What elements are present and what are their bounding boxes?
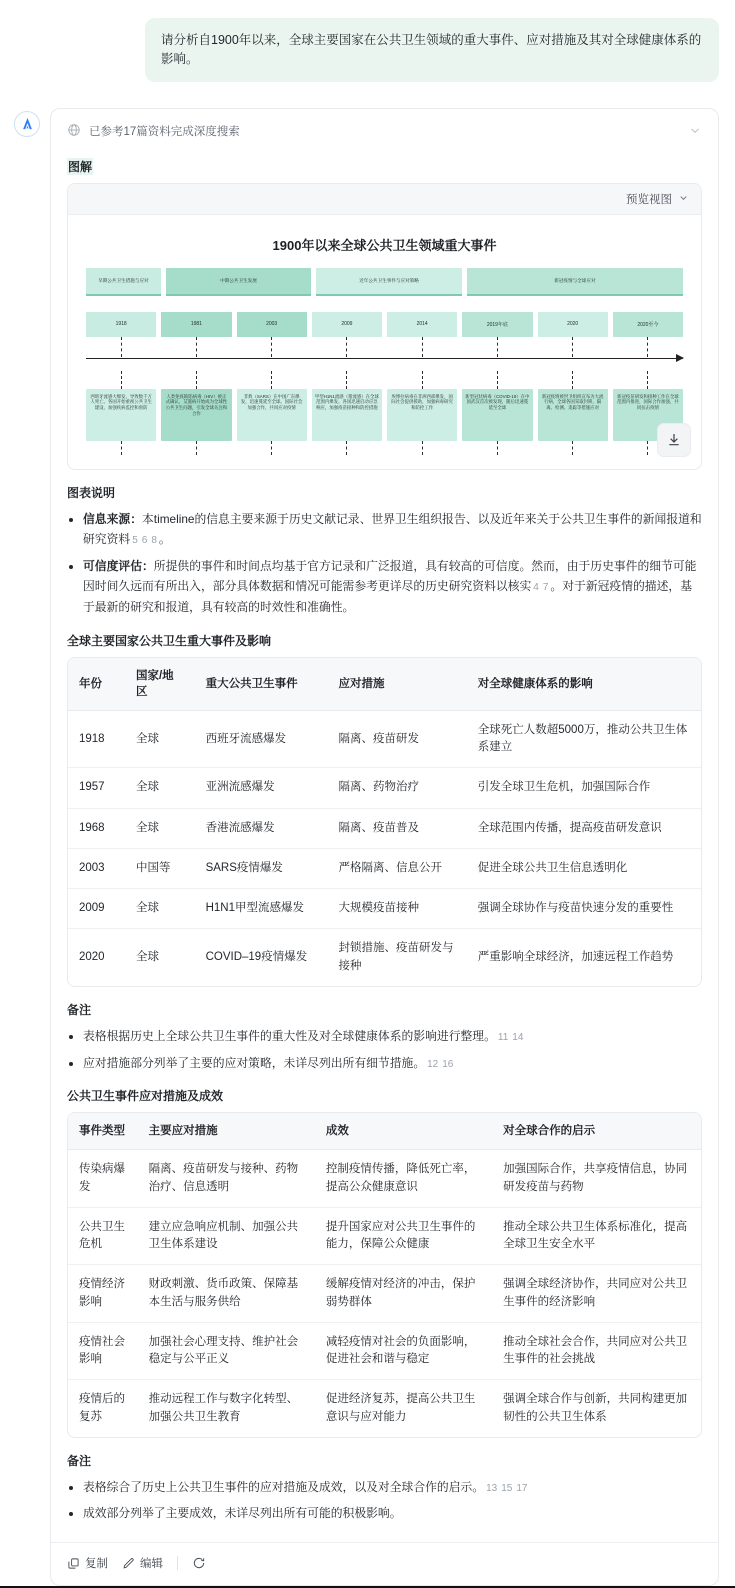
timeline-year-5: 2019年底 (462, 312, 532, 337)
anthropic-logo-icon (20, 116, 35, 131)
table-cell: 大规模疫苗接种 (328, 889, 467, 929)
notes2-heading: 备注 (67, 1453, 92, 1468)
timeline-event-row (78, 389, 691, 441)
table-cell: 1918 (68, 710, 125, 768)
timeline-chart-card (67, 183, 702, 470)
table-row (68, 1150, 701, 1208)
assistant-answer-card (50, 108, 719, 1587)
copy-icon (67, 1557, 80, 1570)
table-cell: 隔离、疫苗研发与接种、药物治疗、信息透明 (138, 1150, 315, 1208)
table-header-cell: 对全球合作的启示 (492, 1113, 701, 1150)
timeline-tick-0 (86, 337, 156, 357)
chart-explain-label: 可信度评估： (83, 558, 154, 573)
chart-explain-heading: 图表说明 (67, 485, 116, 500)
timeline-phase-2: 近年公共卫生事件与应对策略 (316, 268, 462, 296)
citation-ref[interactable]: 15 (501, 1482, 513, 1494)
table-cell: 中国等 (125, 848, 195, 888)
timeline-tick-5 (462, 441, 532, 455)
table-row (68, 768, 701, 808)
table-cell: 强调全球经济协作，共同应对公共卫生事件的经济影响 (492, 1265, 701, 1323)
table-cell: 减轻疫情对社会的负面影响，促进社会和谐与稳定 (315, 1322, 492, 1380)
note-text: 成效部分列举了主要成效，未详尽列出所有可能的积极影响。 (83, 1506, 402, 1521)
table2-heading: 公共卫生事件应对措施及成效 (67, 1089, 224, 1104)
table-cell: 全球范围内传播，提高疫苗研发意识 (467, 808, 701, 848)
table-cell: 强调全球协作与疫苗快速分发的重要性 (467, 889, 701, 929)
timeline-tick-4 (387, 441, 457, 455)
edit-label: 编辑 (140, 1558, 163, 1571)
table-row (68, 1265, 701, 1323)
notes2-list (67, 1477, 702, 1524)
table-cell: 促进全球公共卫生信息透明化 (467, 848, 701, 888)
globe-icon (67, 123, 81, 140)
table-row (68, 1322, 701, 1380)
table-cell: 全球 (125, 768, 195, 808)
toolbar-divider (177, 1556, 178, 1570)
timeline-event-3: 甲型H1N1流感（猪流感）在全球范围内爆发。各国迅速启动应急响应，加强疫苗接种和防控措施 (312, 389, 382, 441)
citation-ref[interactable]: 11 (497, 1031, 509, 1043)
answer-toolbar (51, 1542, 718, 1585)
table-row (68, 889, 701, 929)
timeline-tick-4 (387, 337, 457, 357)
table-cell: 全球 (125, 808, 195, 848)
table-cell: 全球 (125, 889, 195, 929)
timeline-tick-5 (462, 371, 532, 389)
citation-ref[interactable]: 8 (151, 535, 157, 547)
table-cell: 疫情后的复苏 (79, 1393, 125, 1423)
timeline-event-7: 新冠疫苗研发和接种工作在全球范围内推进，国际合作加强，共同抗击疫情 (613, 389, 683, 441)
note-text: 应对措施部分列举了主要的应对策略，未详尽列出所有细节措施。 (83, 1055, 426, 1070)
table-cell: 封锁措施、疫苗研发与接种 (338, 942, 454, 972)
timeline-tick-3 (312, 371, 382, 389)
table-header-row (68, 658, 701, 711)
major-events-table (68, 658, 701, 986)
timeline-tick-3 (312, 337, 382, 357)
note1-item-1 (83, 1053, 702, 1074)
diagram-heading: 图解 (68, 159, 93, 174)
table-cell: 2003 (68, 848, 125, 888)
table-header-cell: 年份 (68, 658, 125, 711)
table-row (68, 929, 701, 986)
table-cell: 全球 (135, 951, 159, 964)
table-row (68, 848, 701, 888)
chart-explain-item-1 (83, 556, 702, 618)
chart-toolbar (68, 184, 701, 215)
timeline-tick-5 (462, 337, 532, 357)
table-cell: 促进经济复苏，提高公共卫生意识与应对能力 (325, 1393, 476, 1423)
pencil-icon (122, 1557, 135, 1570)
table-cell: 加强社会心理支持、维护社会稳定与公平正义 (138, 1322, 315, 1380)
user-prompt-bubble: 请分析自1900年以来，全球主要国家在公共卫生领域的重大事件、应对措施及其对全球健康体系的影响。 (145, 18, 719, 82)
measures-outcomes-table (68, 1113, 701, 1437)
timeline-axis-line (86, 358, 683, 360)
timeline-event-6: 新冠疫情被世卫组织宣布为大流行病，全球各国采取封锁、隔离、检测、追踪等措施应对 (538, 389, 608, 441)
citation-ref[interactable]: 4 (533, 582, 539, 594)
timeline-phase-0: 早期公共卫生措施与应对 (86, 268, 161, 296)
timeline-year-0: 1918 (86, 312, 156, 337)
edit-button[interactable] (122, 1555, 163, 1571)
deep-search-status-label: 已参考17篇资料完成深度搜索 (89, 126, 240, 138)
timeline-event-4: 埃博拉病毒在非洲西部爆发，国际社会提供援助，加强病毒研究和防控工作 (387, 389, 457, 441)
table-cell: H1N1甲型流感爆发 (195, 889, 328, 929)
table-cell: 推动全球社会合作，共同应对公共卫生事件的社会挑战 (492, 1322, 701, 1380)
chevron-down-icon[interactable] (688, 123, 702, 140)
timeline-tick-6 (538, 441, 608, 455)
citation-ref[interactable]: 14 (512, 1031, 524, 1043)
timeline-tick-row-lower (86, 371, 683, 389)
chart-explain-body: 本timeline的信息主要来源于历史文献记录、世界卫生组织报告、以及近年来关于公共卫生事件的新闻报道和研究资料 (83, 511, 702, 547)
user-message-row (0, 0, 735, 82)
timeline-year-2: 2003 (237, 312, 307, 337)
timeline-tick-6 (538, 337, 608, 357)
citation-ref[interactable]: 5 (132, 535, 138, 547)
timeline-tick-row-tail (86, 441, 683, 455)
timeline-event-5: 新型冠状病毒（COVID-19）在中国武汉首次被发现，随后迅速蔓延至全球 (462, 389, 532, 441)
table-header-cell: 国家/地区 (125, 658, 195, 711)
regenerate-button[interactable] (192, 1556, 206, 1570)
timeline-tick-row-upper (86, 337, 683, 357)
table-cell: 缓解疫情对经济的冲击，保护弱势群体 (315, 1265, 492, 1323)
citation-ref[interactable]: 12 (427, 1058, 439, 1070)
timeline-event-2: 非典（SARS）在中国广东爆发，迅速蔓延至全球。国际社会加强合作，共同应对疫情 (237, 389, 307, 441)
table-cell: 引发全球卫生危机，加强国际合作 (467, 768, 701, 808)
chart-explain-tail: 。对于新冠疫情的描述，基于最新的研究和报道，具有较高的时效性和准确性。 (83, 579, 692, 615)
table-row (68, 710, 701, 768)
timeline-tick-0 (86, 441, 156, 455)
assistant-avatar (14, 111, 40, 137)
table-row (68, 1380, 701, 1437)
note2-item-1 (83, 1503, 702, 1524)
table-cell: 隔离、疫苗研发 (328, 710, 467, 768)
timeline-tick-4 (387, 371, 457, 389)
table-cell: 严格隔离、信息公开 (328, 848, 467, 888)
timeline-tick-7 (613, 371, 683, 389)
table2-wrapper (67, 1112, 702, 1438)
refresh-icon (192, 1556, 206, 1570)
timeline-axis (78, 337, 691, 371)
table-cell: 传染病爆发 (68, 1150, 138, 1208)
table-cell: 加强国际合作，共享疫情信息，协同研发疫苗与药物 (492, 1150, 701, 1208)
table-cell: SARS疫情爆发 (195, 848, 328, 888)
timeline-year-4: 2014 (387, 312, 457, 337)
timeline-tick-2 (237, 337, 307, 357)
chart-explain-list (67, 509, 702, 618)
table-header-cell: 应对措施 (328, 658, 467, 711)
table-row (68, 1207, 701, 1265)
assistant-message-row (0, 82, 735, 1587)
table-cell: 严重影响全球经济，加速远程工作趋势 (477, 951, 674, 964)
copy-label: 复制 (85, 1558, 108, 1571)
table-cell: 隔离、疫苗普及 (328, 808, 467, 848)
note2-item-0 (83, 1477, 702, 1498)
table-cell: 1957 (68, 768, 125, 808)
timeline-axis-tail (78, 441, 691, 457)
citation-ref[interactable]: 16 (442, 1058, 454, 1070)
timeline-chart-body (68, 215, 701, 469)
download-icon (666, 432, 682, 448)
table-cell: 控制疫情传播，降低死亡率，提高公众健康意识 (315, 1150, 492, 1208)
chart-explain-body: 所提供的事件和时间点均基于官方记录和广泛报道，具有较高的可信度。然而，由于历史事件的细节可能因时间久远而有所出入，部分具体数据和情况可能需参考更详尽的历史研究资料以核实 (83, 558, 697, 594)
table-cell: 强调全球合作与创新，共同构建更加韧性的公共卫生体系 (503, 1393, 688, 1423)
table-cell: COVID–19疫情爆发 (205, 951, 308, 964)
table-header-cell: 对全球健康体系的影响 (467, 658, 701, 711)
timeline-year-1: 1981 (161, 312, 231, 337)
timeline-tick-0 (86, 371, 156, 389)
citation-ref[interactable]: 13 (486, 1482, 498, 1494)
table-cell: 提升国家应对公共卫生事件的能力，保障公众健康 (315, 1207, 492, 1265)
timeline-tick-2 (237, 441, 307, 455)
chart-explain-item-0 (83, 509, 702, 550)
table-cell: 推动远程工作与数字化转型、加强公共卫生教育 (148, 1393, 299, 1423)
notes1-heading: 备注 (67, 1002, 92, 1017)
table1-heading: 全球主要国家公共卫生重大事件及影响 (67, 633, 272, 648)
timeline-tick-7 (613, 337, 683, 357)
timeline-tick-6 (538, 371, 608, 389)
chart-explain-label: 信息来源： (83, 511, 142, 526)
table-cell: 疫情社会影响 (68, 1322, 138, 1380)
download-chart-button[interactable] (657, 423, 691, 457)
timeline-phase-1: 中期公共卫生发展 (166, 268, 312, 296)
timeline-year-6: 2020 (538, 312, 608, 337)
table-cell: 公共卫生危机 (68, 1207, 138, 1265)
timeline-tick-1 (161, 371, 231, 389)
table-cell: 隔离、药物治疗 (328, 768, 467, 808)
chevron-down-icon[interactable] (678, 192, 689, 206)
table-cell: 全球 (125, 710, 195, 768)
citation-ref[interactable]: 6 (141, 535, 148, 547)
table-cell: 1968 (68, 808, 125, 848)
table-cell: 财政刺激、货币政策、保障基本生活与服务供给 (138, 1265, 315, 1323)
timeline-tick-3 (312, 441, 382, 455)
chart-title: 1900年以来全球公共卫生领域重大事件 (272, 237, 497, 253)
table-cell: 建立应急响应机制、加强公共卫生体系建设 (138, 1207, 315, 1265)
deep-search-status-row[interactable] (67, 123, 702, 144)
table-cell: 西班牙流感爆发 (195, 710, 328, 768)
notes1-list (67, 1026, 702, 1073)
table-header-cell: 事件类型 (68, 1113, 138, 1150)
table-row (68, 808, 701, 848)
table-cell: 香港流感爆发 (195, 808, 328, 848)
view-mode-label[interactable]: 预览视图 (626, 193, 672, 206)
chart-explain-tail: 。 (158, 532, 171, 547)
note-text: 表格根据历史上全球公共卫生事件的重大性及对全球健康体系的影响进行整理。 (83, 1028, 496, 1043)
table-header-cell: 重大公共卫生事件 (195, 658, 328, 711)
table-cell: 2009 (68, 889, 125, 929)
timeline-year-7: 2020至今 (613, 312, 683, 337)
table-cell: 疫情经济影响 (68, 1265, 138, 1323)
timeline-tick-2 (237, 371, 307, 389)
timeline-phase-3: 新冠疫情与全球应对 (467, 268, 683, 296)
table-header-cell: 成效 (315, 1113, 492, 1150)
note-text: 表格综合了历史上公共卫生事件的应对措施及成效，以及对全球合作的启示。 (83, 1479, 485, 1494)
citation-ref[interactable]: 17 (516, 1482, 528, 1494)
timeline-event-1: 人类免疫缺陷病毒（HIV）被正式确认，艾滋病开始成为全球性公共卫生问题，引发全球关注和合作 (161, 389, 231, 441)
timeline-year-row (78, 296, 691, 337)
timeline-year-3: 2009 (312, 312, 382, 337)
timeline-axis-lower (78, 371, 691, 389)
table-cell: 推动全球公共卫生体系标准化，提高全球卫生安全水平 (492, 1207, 701, 1265)
copy-button[interactable] (67, 1555, 108, 1571)
table-header-cell: 主要应对措施 (138, 1113, 315, 1150)
timeline-event-0: 西班牙流感大爆发，导致数千万人死亡。各国开始重视公共卫生建设，加强疾病监控和预防 (86, 389, 156, 441)
timeline-tick-1 (161, 441, 231, 455)
timeline-tick-1 (161, 337, 231, 357)
table1-wrapper (67, 657, 702, 987)
table-header-row (68, 1113, 701, 1150)
note1-item-0 (83, 1026, 702, 1047)
table-cell: 亚洲流感爆发 (195, 768, 328, 808)
citation-ref[interactable]: 7 (542, 582, 549, 594)
table-cell: 2020 (79, 951, 105, 964)
timeline-phase-row (78, 268, 691, 296)
table-cell: 全球死亡人数超5000万，推动公共卫生体系建立 (467, 710, 701, 768)
